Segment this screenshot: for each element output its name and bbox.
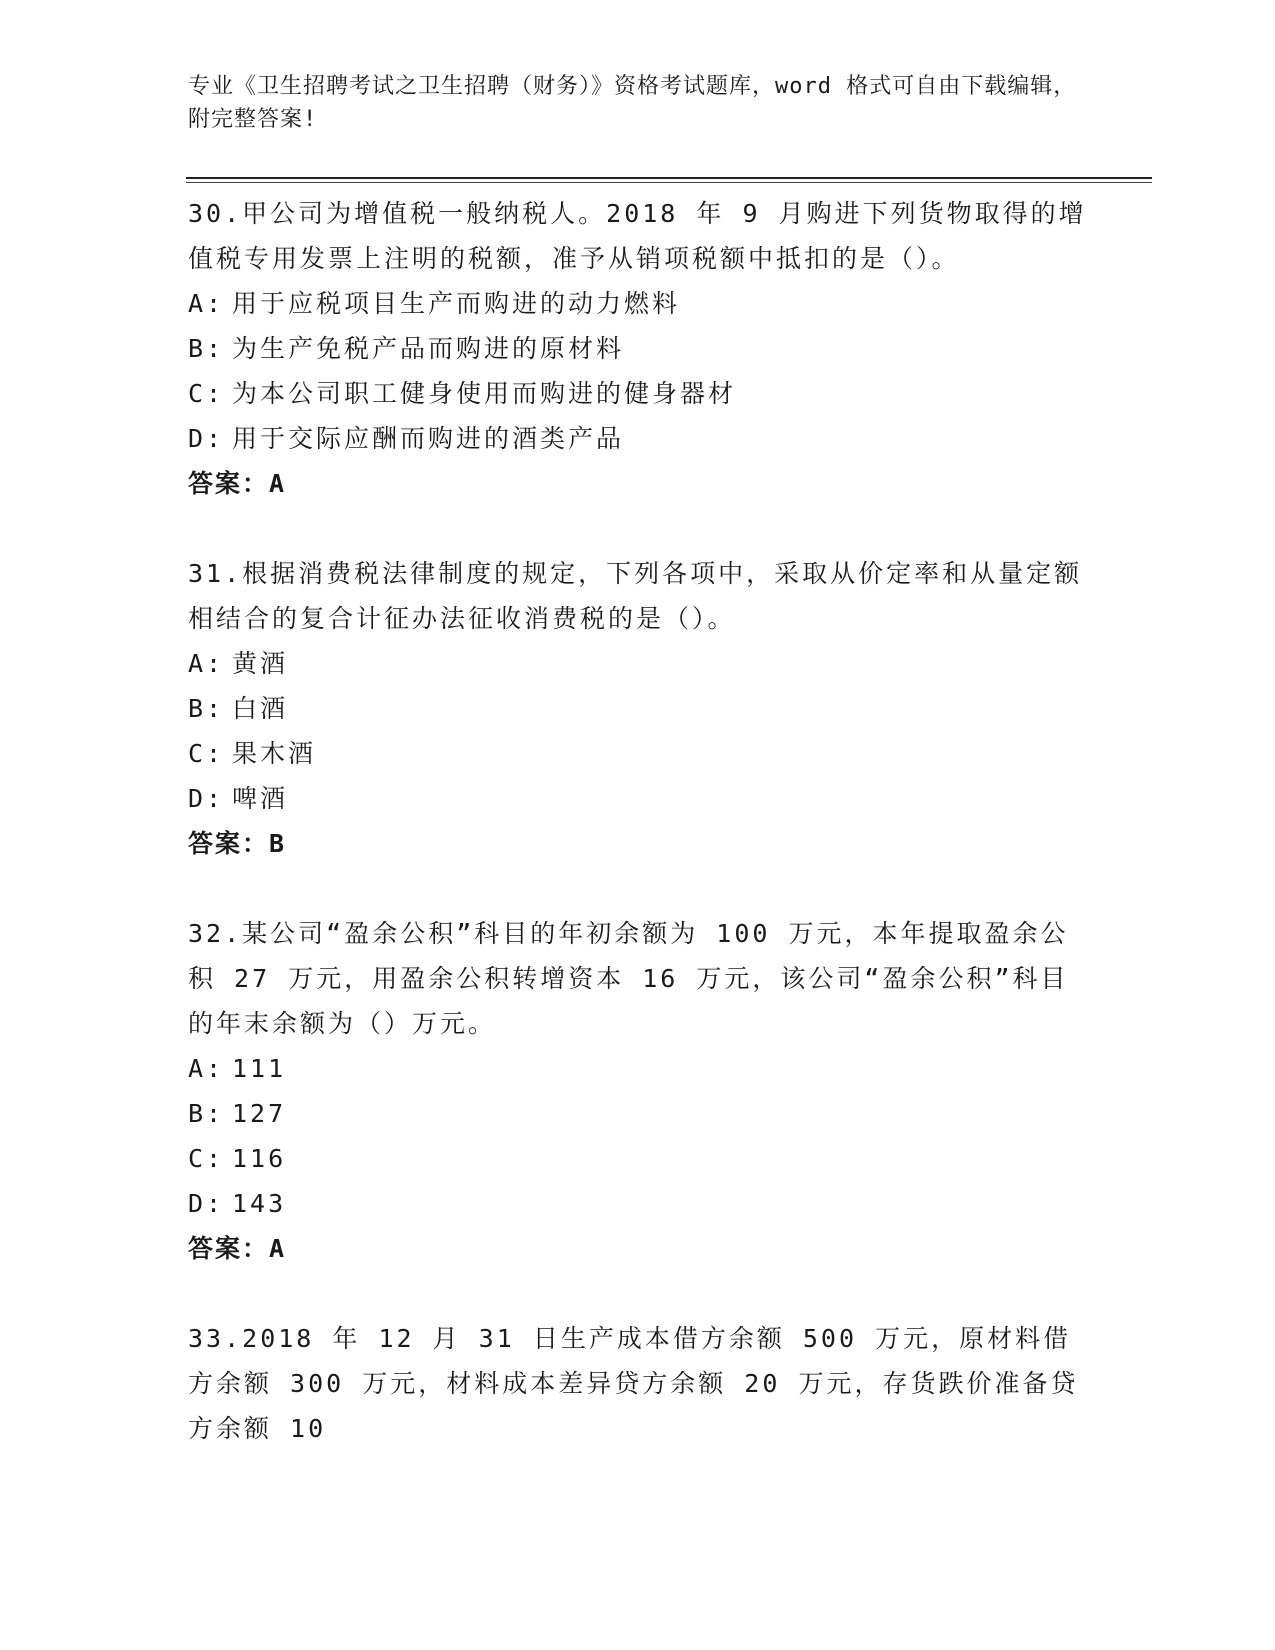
option-text: 143 xyxy=(232,1189,287,1218)
option-c xyxy=(188,1136,1088,1181)
option-key: D: xyxy=(188,424,225,453)
option-c xyxy=(188,371,1088,416)
question-stem: 31.根据消费税法律制度的规定，下列各项中，采取从价定率和从量定额相结合的复合计征办法征收消费税的是（）。 xyxy=(188,559,1083,633)
option-b xyxy=(188,686,1088,731)
option-text: 127 xyxy=(232,1099,287,1128)
question-33 xyxy=(188,1316,1088,1451)
option-a xyxy=(188,281,1088,326)
answer-label: 答案：A xyxy=(188,1234,287,1263)
answer-label: 答案：A xyxy=(188,469,287,498)
option-text: 果木酒 xyxy=(232,739,317,768)
option-key: C: xyxy=(188,739,225,768)
question-32 xyxy=(188,911,1088,1271)
option-d xyxy=(188,776,1088,821)
option-key: B: xyxy=(188,1099,225,1128)
document-header: 专业《卫生招聘考试之卫生招聘（财务）》资格考试题库，word 格式可自由下载编辑，附完整答案! xyxy=(188,74,1077,132)
option-d xyxy=(188,1181,1088,1226)
option-text: 116 xyxy=(232,1144,287,1173)
option-key: D: xyxy=(188,1189,225,1218)
option-key: C: xyxy=(188,1144,225,1173)
option-d xyxy=(188,416,1088,461)
option-text: 用于应税项目生产而购进的动力燃料 xyxy=(232,289,681,318)
option-text: 黄酒 xyxy=(232,649,289,678)
option-c xyxy=(188,731,1088,776)
question-31 xyxy=(188,551,1088,866)
option-key: C: xyxy=(188,379,225,408)
option-b xyxy=(188,1091,1088,1136)
question-list xyxy=(188,191,1088,1496)
option-text: 为本公司职工健身使用而购进的健身器材 xyxy=(232,379,737,408)
option-key: B: xyxy=(188,694,225,723)
option-key: D: xyxy=(188,784,225,813)
option-text: 啤酒 xyxy=(232,784,289,813)
option-b xyxy=(188,326,1088,371)
option-a xyxy=(188,1046,1088,1091)
option-a xyxy=(188,641,1088,686)
option-key: B: xyxy=(188,334,225,363)
option-text: 为生产免税产品而购进的原材料 xyxy=(232,334,625,363)
header-divider-thin xyxy=(186,182,1152,183)
option-text: 用于交际应酬而购进的酒类产品 xyxy=(232,424,625,453)
option-key: A: xyxy=(188,289,225,318)
question-stem: 33.2018 年 12 月 31 日生产成本借方余额 500 万元，原材料借方余额 300 万元，材料成本差异贷方余额 20 万元，存货跌价准备贷方余额 10 xyxy=(188,1324,1079,1443)
option-text: 白酒 xyxy=(232,694,289,723)
option-text: 111 xyxy=(232,1054,287,1083)
question-stem: 30.甲公司为增值税一般纳税人。2018 年 9 月购进下列货物取得的增值税专用发票上注明的税额，准予从销项税额中抵扣的是（）。 xyxy=(188,199,1087,273)
option-key: A: xyxy=(188,649,225,678)
question-stem: 32.某公司“盈余公积”科目的年初余额为 100 万元，本年提取盈余公积 27 万元，用盈余公积转增资本 16 万元，该公司“盈余公积”科目的年末余额为（）万元。 xyxy=(188,919,1069,1038)
question-30 xyxy=(188,191,1088,506)
answer-label: 答案：B xyxy=(188,829,287,858)
header-divider-thick xyxy=(186,177,1152,179)
option-key: A: xyxy=(188,1054,225,1083)
